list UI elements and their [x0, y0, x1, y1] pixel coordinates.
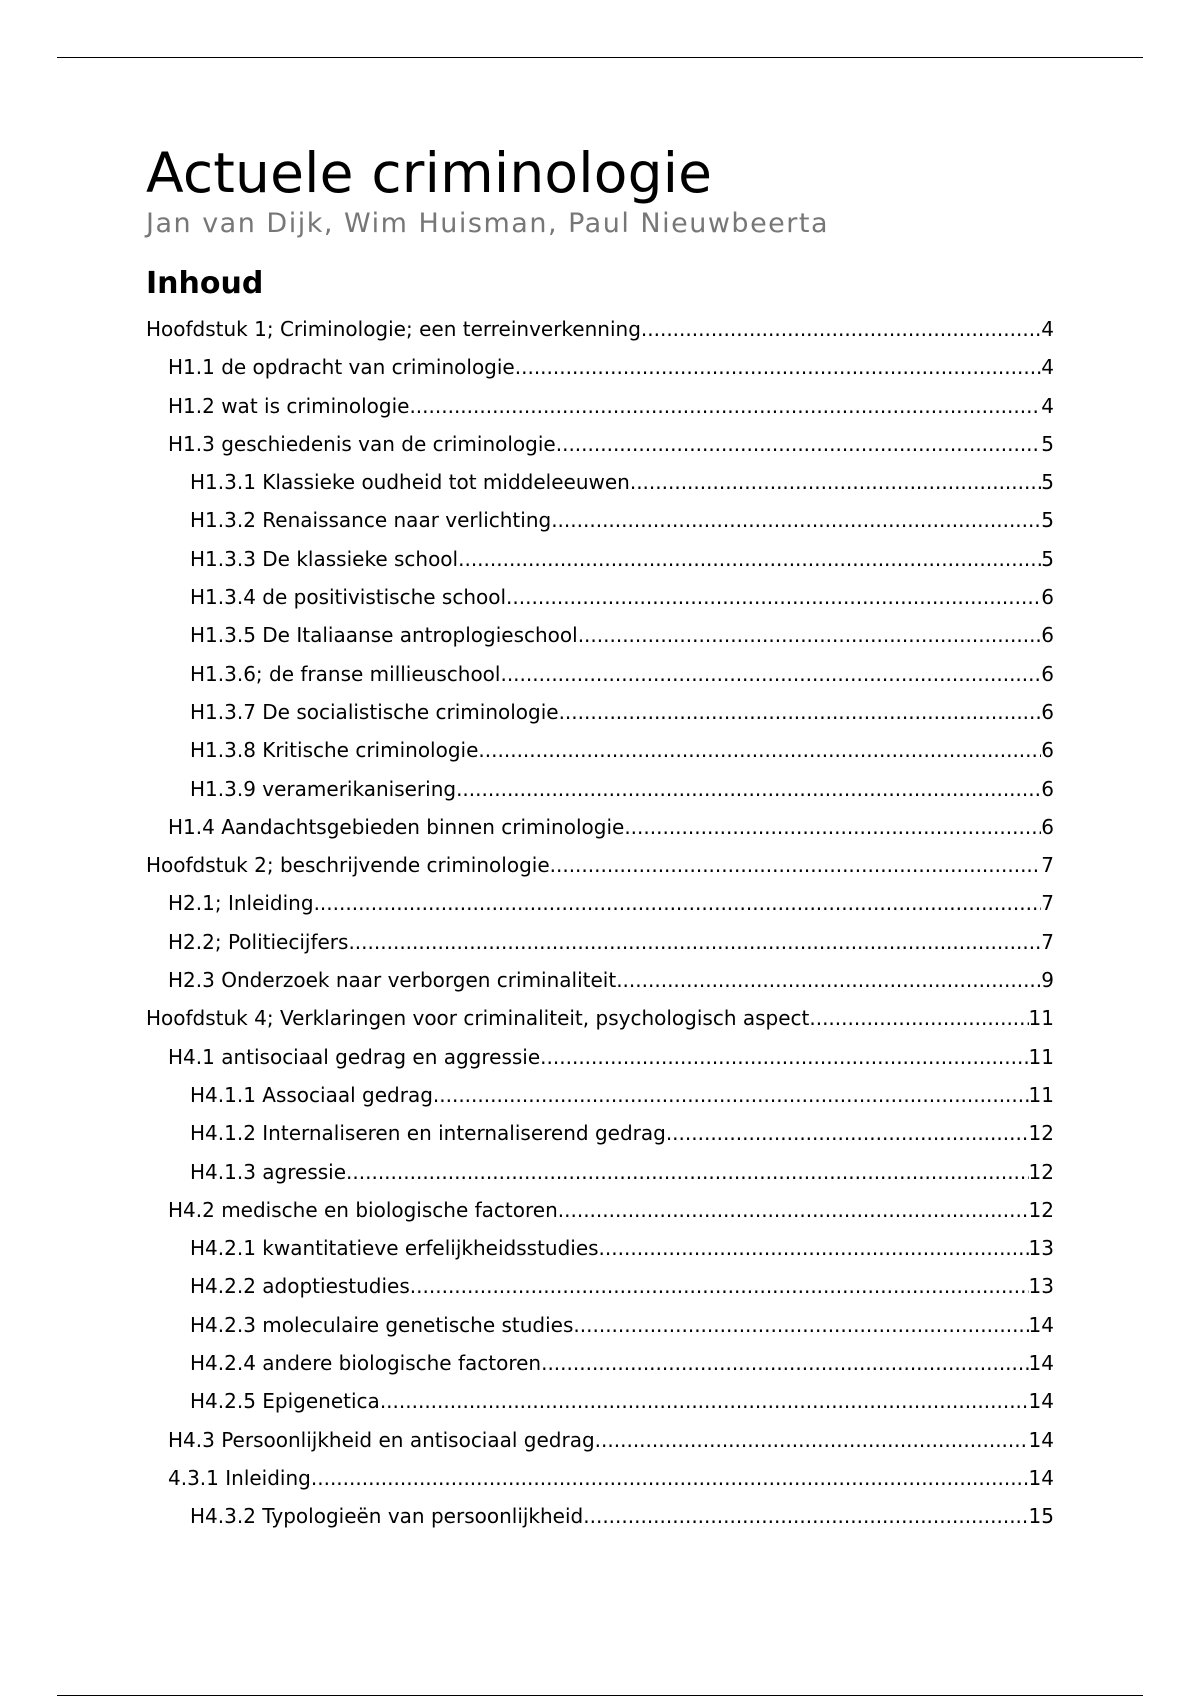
- toc-entry[interactable]: [146, 731, 1054, 769]
- toc-entry[interactable]: [146, 310, 1054, 348]
- toc-entry-label: 4.3.1 Inleiding: [168, 1465, 311, 1490]
- toc-entry-label: H1.3.9 veramerikanisering: [190, 776, 457, 801]
- toc-entry-label: H2.2; Politiecijfers: [168, 929, 349, 954]
- toc-entry-page-number: 5: [1041, 431, 1054, 456]
- toc-leader-dots: [515, 348, 1042, 386]
- toc-entry[interactable]: [146, 1191, 1054, 1229]
- toc-entry[interactable]: [146, 693, 1054, 731]
- toc-entry-label: H4.1.1 Associaal gedrag: [190, 1082, 433, 1107]
- toc-entry[interactable]: [146, 425, 1054, 463]
- toc-entry-label: H1.3.3 De klassieke school: [190, 546, 459, 571]
- toc-leader-dots: [583, 1497, 1028, 1535]
- toc-entry[interactable]: [146, 808, 1054, 846]
- toc-entry-page-number: 7: [1041, 929, 1054, 954]
- toc-entry[interactable]: [146, 923, 1054, 961]
- toc-entry-page-number: 6: [1041, 814, 1054, 839]
- toc-entry-page-number: 6: [1041, 699, 1054, 724]
- table-of-contents: [146, 310, 1054, 1536]
- toc-entry-page-number: 14: [1028, 1351, 1054, 1376]
- toc-leader-dots: [541, 1344, 1028, 1382]
- toc-entry-label: H1.3.8 Kritische criminologie: [190, 738, 479, 763]
- toc-entry[interactable]: [146, 387, 1054, 425]
- header-rule: [57, 57, 1143, 58]
- toc-entry-label: H4.2.4 andere biologische factoren: [190, 1351, 542, 1376]
- toc-entry-page-number: 13: [1028, 1236, 1054, 1261]
- document-authors: Jan van Dijk, Wim Huisman, Paul Nieuwbeerta: [146, 208, 830, 239]
- toc-entry-page-number: 13: [1028, 1274, 1054, 1299]
- toc-leader-dots: [556, 425, 1042, 463]
- toc-entry-label: H4.3 Persoonlijkheid en antisociaal gedrag: [168, 1427, 595, 1452]
- toc-entry[interactable]: [146, 1497, 1054, 1535]
- toc-leader-dots: [578, 616, 1042, 654]
- toc-leader-dots: [348, 923, 1041, 961]
- toc-entry-label: H1.3.4 de positivistische school: [190, 585, 507, 610]
- toc-entry-page-number: 5: [1041, 546, 1054, 571]
- toc-leader-dots: [573, 1306, 1028, 1344]
- toc-leader-dots: [551, 501, 1041, 539]
- toc-entry[interactable]: [146, 348, 1054, 386]
- toc-entry-page-number: 9: [1041, 968, 1054, 993]
- document-page: [146, 140, 1054, 1536]
- toc-entry-page-number: 14: [1028, 1427, 1054, 1452]
- toc-entry-label: H1.1 de opdracht van criminologie: [168, 355, 515, 380]
- toc-entry-page-number: 11: [1028, 1082, 1054, 1107]
- toc-entry-label: H4.2.2 adoptiestudies: [190, 1274, 410, 1299]
- toc-leader-dots: [641, 310, 1041, 348]
- toc-entry-page-number: 6: [1041, 738, 1054, 763]
- toc-leader-dots: [456, 770, 1041, 808]
- toc-entry[interactable]: [146, 501, 1054, 539]
- document-title: Actuele criminologie: [146, 141, 713, 205]
- toc-leader-dots: [314, 884, 1042, 922]
- toc-leader-dots: [630, 463, 1041, 501]
- toc-entry-page-number: 6: [1041, 776, 1054, 801]
- toc-entry-label: Hoofdstuk 2; beschrijvende criminologie: [146, 853, 550, 878]
- toc-entry[interactable]: [146, 1229, 1054, 1267]
- toc-entry[interactable]: [146, 1267, 1054, 1305]
- toc-leader-dots: [616, 961, 1041, 999]
- toc-entry-label: H4.2.3 moleculaire genetische studies: [190, 1312, 574, 1337]
- toc-leader-dots: [311, 1459, 1029, 1497]
- toc-entry-page-number: 11: [1028, 1006, 1054, 1031]
- toc-leader-dots: [346, 1153, 1029, 1191]
- toc-leader-dots: [409, 387, 1041, 425]
- toc-entry-label: H4.2.1 kwantitatieve erfelijkheidsstudies: [190, 1236, 599, 1261]
- toc-entry[interactable]: [146, 1344, 1054, 1382]
- toc-entry-page-number: 5: [1041, 470, 1054, 495]
- toc-leader-dots: [599, 1229, 1029, 1267]
- toc-entry-page-number: 14: [1028, 1312, 1054, 1337]
- toc-entry[interactable]: [146, 846, 1054, 884]
- toc-entry-label: H1.2 wat is criminologie: [168, 393, 410, 418]
- toc-entry[interactable]: [146, 1306, 1054, 1344]
- toc-leader-dots: [550, 846, 1042, 884]
- toc-entry[interactable]: [146, 1421, 1054, 1459]
- toc-leader-dots: [540, 1038, 1028, 1076]
- toc-entry-page-number: 14: [1028, 1389, 1054, 1414]
- toc-entry-page-number: 12: [1028, 1197, 1054, 1222]
- toc-entry-label: H1.3.5 De Italiaanse antroplogieschool: [190, 623, 578, 648]
- toc-entry-page-number: 4: [1041, 393, 1054, 418]
- toc-entry[interactable]: [146, 463, 1054, 501]
- toc-entry[interactable]: [146, 999, 1054, 1037]
- toc-entry-page-number: 14: [1028, 1465, 1054, 1490]
- toc-entry-label: H4.3.2 Typologieën van persoonlijkheid: [190, 1504, 584, 1529]
- toc-entry[interactable]: [146, 884, 1054, 922]
- toc-entry[interactable]: [146, 616, 1054, 654]
- toc-entry-label: H4.2 medische en biologische factoren: [168, 1197, 558, 1222]
- toc-entry-label: H4.1 antisociaal gedrag en aggressie: [168, 1044, 541, 1069]
- toc-leader-dots: [595, 1421, 1029, 1459]
- toc-leader-dots: [500, 655, 1041, 693]
- toc-entry[interactable]: [146, 770, 1054, 808]
- toc-entry-label: H1.3.2 Renaissance naar verlichting: [190, 508, 552, 533]
- toc-entry-label: H4.2.5 Epigenetica: [190, 1389, 380, 1414]
- toc-entry-label: H1.3.1 Klassieke oudheid tot middeleeuwen: [190, 470, 630, 495]
- footer-rule: [57, 1695, 1143, 1696]
- toc-leader-dots: [666, 1114, 1029, 1152]
- toc-entry-page-number: 6: [1041, 661, 1054, 686]
- toc-leader-dots: [506, 578, 1041, 616]
- toc-entry-page-number: 12: [1028, 1121, 1054, 1146]
- toc-leader-dots: [410, 1267, 1029, 1305]
- toc-entry[interactable]: [146, 578, 1054, 616]
- toc-entry[interactable]: [146, 1382, 1054, 1420]
- toc-entry[interactable]: [146, 1038, 1054, 1076]
- toc-entry-page-number: 5: [1041, 508, 1054, 533]
- toc-leader-dots: [478, 731, 1041, 769]
- toc-leader-dots: [809, 999, 1028, 1037]
- toc-entry-label: H1.4 Aandachtsgebieden binnen criminologie: [168, 814, 625, 839]
- toc-entry[interactable]: [146, 655, 1054, 693]
- toc-entry-label: H4.1.2 Internaliseren en internaliserend gedrag: [190, 1121, 666, 1146]
- toc-entry[interactable]: [146, 1114, 1054, 1152]
- toc-entry[interactable]: [146, 1076, 1054, 1114]
- toc-entry-label: H1.3.6; de franse millieuschool: [190, 661, 501, 686]
- toc-entry-page-number: 6: [1041, 585, 1054, 610]
- toc-entry-page-number: 12: [1028, 1159, 1054, 1184]
- toc-entry-page-number: 11: [1028, 1044, 1054, 1069]
- toc-entry-label: H4.1.3 agressie: [190, 1159, 347, 1184]
- toc-entry-page-number: 15: [1028, 1504, 1054, 1529]
- toc-entry-label: H2.1; Inleiding: [168, 891, 314, 916]
- toc-heading: Inhoud: [146, 266, 264, 301]
- toc-entry-label: Hoofdstuk 1; Criminologie; een terreinverkenning: [146, 317, 641, 341]
- toc-entry-page-number: 7: [1041, 891, 1054, 916]
- toc-leader-dots: [558, 1191, 1029, 1229]
- toc-entry[interactable]: [146, 961, 1054, 999]
- toc-entry-page-number: 4: [1041, 317, 1054, 341]
- toc-entry[interactable]: [146, 540, 1054, 578]
- toc-entry-label: Hoofdstuk 4; Verklaringen voor criminaliteit, psychologisch aspect: [146, 1006, 810, 1031]
- toc-entry-page-number: 7: [1041, 853, 1054, 878]
- toc-entry[interactable]: [146, 1153, 1054, 1191]
- toc-entry-label: H1.3 geschiedenis van de criminologie: [168, 431, 556, 456]
- toc-entry[interactable]: [146, 1459, 1054, 1497]
- toc-leader-dots: [624, 808, 1041, 846]
- toc-leader-dots: [433, 1076, 1029, 1114]
- toc-entry-label: H1.3.7 De socialistische criminologie: [190, 699, 559, 724]
- toc-leader-dots: [380, 1382, 1029, 1420]
- toc-entry-page-number: 4: [1041, 355, 1054, 380]
- toc-leader-dots: [559, 693, 1042, 731]
- toc-entry-label: H2.3 Onderzoek naar verborgen criminaliteit: [168, 968, 617, 993]
- toc-entry-page-number: 6: [1041, 623, 1054, 648]
- toc-leader-dots: [458, 540, 1041, 578]
